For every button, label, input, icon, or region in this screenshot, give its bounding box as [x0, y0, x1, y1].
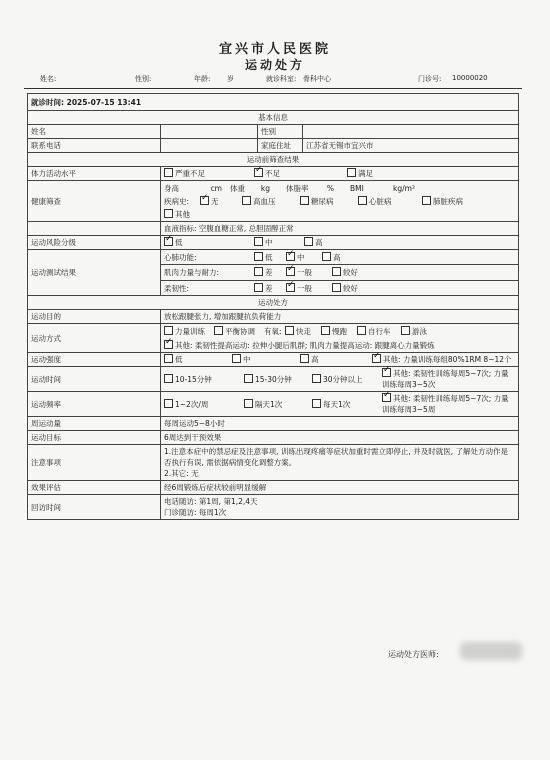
gender-field-label: 性别 [258, 125, 303, 139]
intensity-option: 低 [175, 355, 183, 364]
prescription-table [27, 93, 519, 520]
screening-section: 运动前筛查结果 [28, 153, 519, 167]
address-field-label: 家庭住址 [258, 139, 303, 153]
followup-label: 回访时间 [28, 495, 161, 520]
aerobic-option: 快走 [296, 327, 311, 336]
notes-label: 注意事项 [28, 445, 161, 481]
weight-unit: kg [260, 184, 270, 193]
time-content [161, 367, 519, 392]
mode-checkbox[interactable] [164, 326, 173, 335]
followup-phone: 电话随访: 第1周, 第1,2,4天 [164, 497, 258, 506]
intensity-checkbox[interactable] [164, 354, 173, 363]
freq-label: 运动频率 [28, 392, 161, 417]
bodyfat-label: 体脂率 [286, 184, 309, 193]
name-value[interactable] [161, 125, 258, 139]
cardio-option: 高 [333, 252, 341, 262]
risk-option: 高 [315, 238, 323, 247]
age-label: 年龄: [194, 75, 211, 83]
strength-option: 较好 [343, 268, 358, 277]
name-field-label: 姓名 [28, 125, 161, 139]
blood-indicators: 血液指标: 空腹血糖正常, 总胆固醇正常 [161, 222, 519, 236]
followup-clinic: 门诊随访: 每周1次 [164, 508, 227, 517]
intensity-option: 高 [311, 355, 319, 364]
disease-checkbox[interactable] [300, 196, 309, 205]
target-value: 6周达到干预效果 [161, 431, 519, 445]
intensity-content [161, 353, 519, 367]
intensity-option: 中 [243, 355, 251, 364]
height-unit: cm [210, 184, 222, 193]
eval-label: 效果评估 [28, 481, 161, 495]
time-other: 其他: 柔韧性训练每周5~7次; 力量训练每周3~5次 [382, 369, 509, 389]
strength-option: 差 [265, 268, 273, 277]
risk-checkbox[interactable] [254, 237, 263, 246]
intensity-other: 其他: 力量训练每组80%1RM 8~12个 [383, 355, 512, 364]
phone-value[interactable] [161, 139, 258, 153]
mode-label: 运动方式 [28, 324, 161, 353]
hospital-name: 宜兴市人民医院 [218, 42, 331, 57]
aerobic-checkbox[interactable] [285, 326, 294, 335]
activity-options [161, 167, 519, 181]
health-label: 健康筛查 [28, 181, 161, 222]
strength-checkbox[interactable] [286, 267, 295, 276]
clinic-value: 10000020 [452, 74, 488, 82]
eval-value: 经6周锻炼后症状较前明显缓解 [161, 481, 519, 495]
bmi-label: BMI [350, 184, 364, 193]
intensity-other-checkbox[interactable] [372, 354, 381, 363]
activity-checkbox[interactable] [254, 168, 263, 177]
time-option: 10-15分钟 [175, 374, 212, 384]
aerobic-checkbox[interactable] [357, 326, 366, 335]
redacted-signature [460, 642, 522, 660]
blood-label-cell [28, 222, 161, 236]
time-checkbox[interactable] [312, 374, 321, 383]
disease-checkbox[interactable] [242, 196, 251, 205]
disease-label: 疾病史: [164, 197, 190, 206]
disease-checkbox[interactable] [358, 196, 367, 205]
aerobic-option: 自行车 [368, 327, 391, 336]
freq-other: 其他: 柔韧性训练每周5~7次; 力量训练每周3~5周 [382, 394, 509, 414]
freq-option: 1~2次/周 [175, 399, 209, 409]
visit-time: 就诊时间: 2025-07-15 13:41 [28, 94, 519, 111]
dept-value: 骨科中心 [303, 75, 331, 83]
dept-label: 就诊科室: [266, 75, 297, 83]
cardio-checkbox[interactable] [286, 252, 295, 261]
time-option: 30分钟以上 [323, 374, 363, 384]
age-unit: 岁 [227, 75, 234, 83]
height-label: 身高 [164, 184, 179, 193]
notes-item-2: 2.其它: 无 [164, 469, 199, 478]
weekly-label: 周运动量 [28, 417, 161, 431]
cardio-label: 心肺功能: [164, 252, 197, 262]
activity-option-label: 不足 [265, 169, 280, 178]
strength-checkbox[interactable] [332, 267, 341, 276]
rx-section: 运动处方 [28, 296, 519, 310]
risk-label: 运动风险分级 [28, 236, 161, 250]
activity-option-label: 严重不足 [175, 169, 205, 178]
followup-content [161, 495, 519, 520]
signature-label: 运动处方医师: [388, 650, 439, 659]
disease-option: 糖尿病 [311, 197, 334, 206]
flex-label: 柔韧性: [164, 283, 190, 293]
target-label: 运动目标 [28, 431, 161, 445]
time-option: 15-30分钟 [255, 374, 292, 384]
gender-label: 性别: [135, 75, 152, 83]
disease-option: 高血压 [253, 197, 276, 206]
cardio-checkbox[interactable] [322, 252, 331, 261]
clinic-label: 门诊号: [418, 75, 442, 83]
mode-option: 力量训练 [175, 327, 205, 336]
activity-option-label: 满足 [358, 169, 373, 178]
freq-option: 每天1次 [323, 399, 351, 409]
test-label: 运动测试结果 [28, 250, 161, 296]
bodyfat-unit: % [326, 184, 334, 193]
mode-other-checkbox[interactable] [164, 340, 173, 349]
time-label: 运动时间 [28, 367, 161, 392]
aerobic-checkbox[interactable] [321, 326, 330, 335]
intensity-checkbox[interactable] [232, 354, 241, 363]
disease-option: 肺脏疾病 [433, 197, 463, 206]
phone-field-label: 联系电话 [28, 139, 161, 153]
intensity-checkbox[interactable] [300, 354, 309, 363]
cardio-option: 中 [297, 252, 305, 262]
time-checkbox[interactable] [244, 374, 253, 383]
strength-label: 肌肉力量与耐力: [164, 268, 220, 277]
flex-checkbox[interactable] [254, 283, 263, 292]
disease-option: 无 [211, 197, 219, 206]
strength-checkbox[interactable] [254, 267, 263, 276]
freq-checkbox[interactable] [312, 399, 321, 408]
gender-value[interactable] [303, 125, 519, 139]
time-other-checkbox[interactable] [382, 368, 391, 377]
activity-checkbox[interactable] [347, 168, 356, 177]
address-value: 江苏省无锡市宜兴市 [303, 139, 519, 153]
header-divider [24, 88, 522, 89]
weight-label: 体重 [230, 184, 245, 193]
mode-content [161, 324, 519, 353]
mode-checkbox[interactable] [214, 326, 223, 335]
flex-option: 一般 [297, 283, 312, 293]
weekly-value: 每周运动5~8小时 [161, 417, 519, 431]
freq-checkbox[interactable] [164, 399, 173, 408]
cardio-option: 低 [265, 252, 273, 262]
flex-option: 差 [265, 283, 273, 293]
freq-checkbox[interactable] [244, 399, 253, 408]
disease-checkbox[interactable] [164, 209, 173, 218]
test-results [161, 250, 519, 296]
notes-content [161, 445, 519, 481]
form-title: 运动处方 [244, 58, 305, 72]
basic-section: 基本信息 [28, 111, 519, 125]
purpose-value: 放松跟腱张力, 增加跟腱抗负荷能力 [161, 310, 519, 324]
disease-option: 心脏病 [369, 197, 392, 206]
health-content [161, 181, 519, 222]
aerobic-option: 慢跑 [332, 327, 347, 336]
aerobic-label: 有氧: [264, 327, 282, 336]
risk-checkbox[interactable] [304, 237, 313, 246]
aerobic-option: 游泳 [412, 327, 427, 336]
purpose-label: 运动目的 [28, 310, 161, 324]
mode-other: 其他: 柔韧性提高运动: 拉伸小腿后肌群; 肌肉力量提高运动: 跟腱离心力量锻炼 [175, 341, 435, 350]
intensity-label: 运动强度 [28, 353, 161, 367]
flex-checkbox[interactable] [286, 283, 295, 292]
activity-label: 体力活动水平 [28, 167, 161, 181]
aerobic-checkbox[interactable] [401, 326, 410, 335]
flex-option: 较好 [343, 283, 358, 293]
freq-other-checkbox[interactable] [382, 393, 391, 402]
mode-option: 平衡协调 [225, 327, 255, 336]
strength-option: 一般 [297, 268, 312, 277]
risk-checkbox[interactable] [164, 237, 173, 246]
risk-options [161, 236, 519, 250]
freq-option: 隔天1次 [255, 399, 283, 409]
name-label: 姓名: [40, 75, 57, 83]
risk-option: 低 [175, 238, 183, 247]
flex-checkbox[interactable] [332, 283, 341, 292]
disease-checkbox[interactable] [422, 196, 431, 205]
risk-option: 中 [265, 238, 273, 247]
bmi-unit: kg/m² [393, 184, 415, 193]
freq-content [161, 392, 519, 417]
cardio-checkbox[interactable] [254, 252, 263, 261]
disease-option: 其他 [175, 209, 190, 219]
disease-checkbox[interactable] [200, 196, 209, 205]
activity-checkbox[interactable] [164, 168, 173, 177]
notes-item-1: 1.注意本症中的禁忌症及注意事项, 训练出现疼痛等症状加重时需立即停止, 并及时就医, 了解处方动作是否执行有误, 需依据病情变化调整方案。 [164, 447, 508, 467]
time-checkbox[interactable] [164, 374, 173, 383]
